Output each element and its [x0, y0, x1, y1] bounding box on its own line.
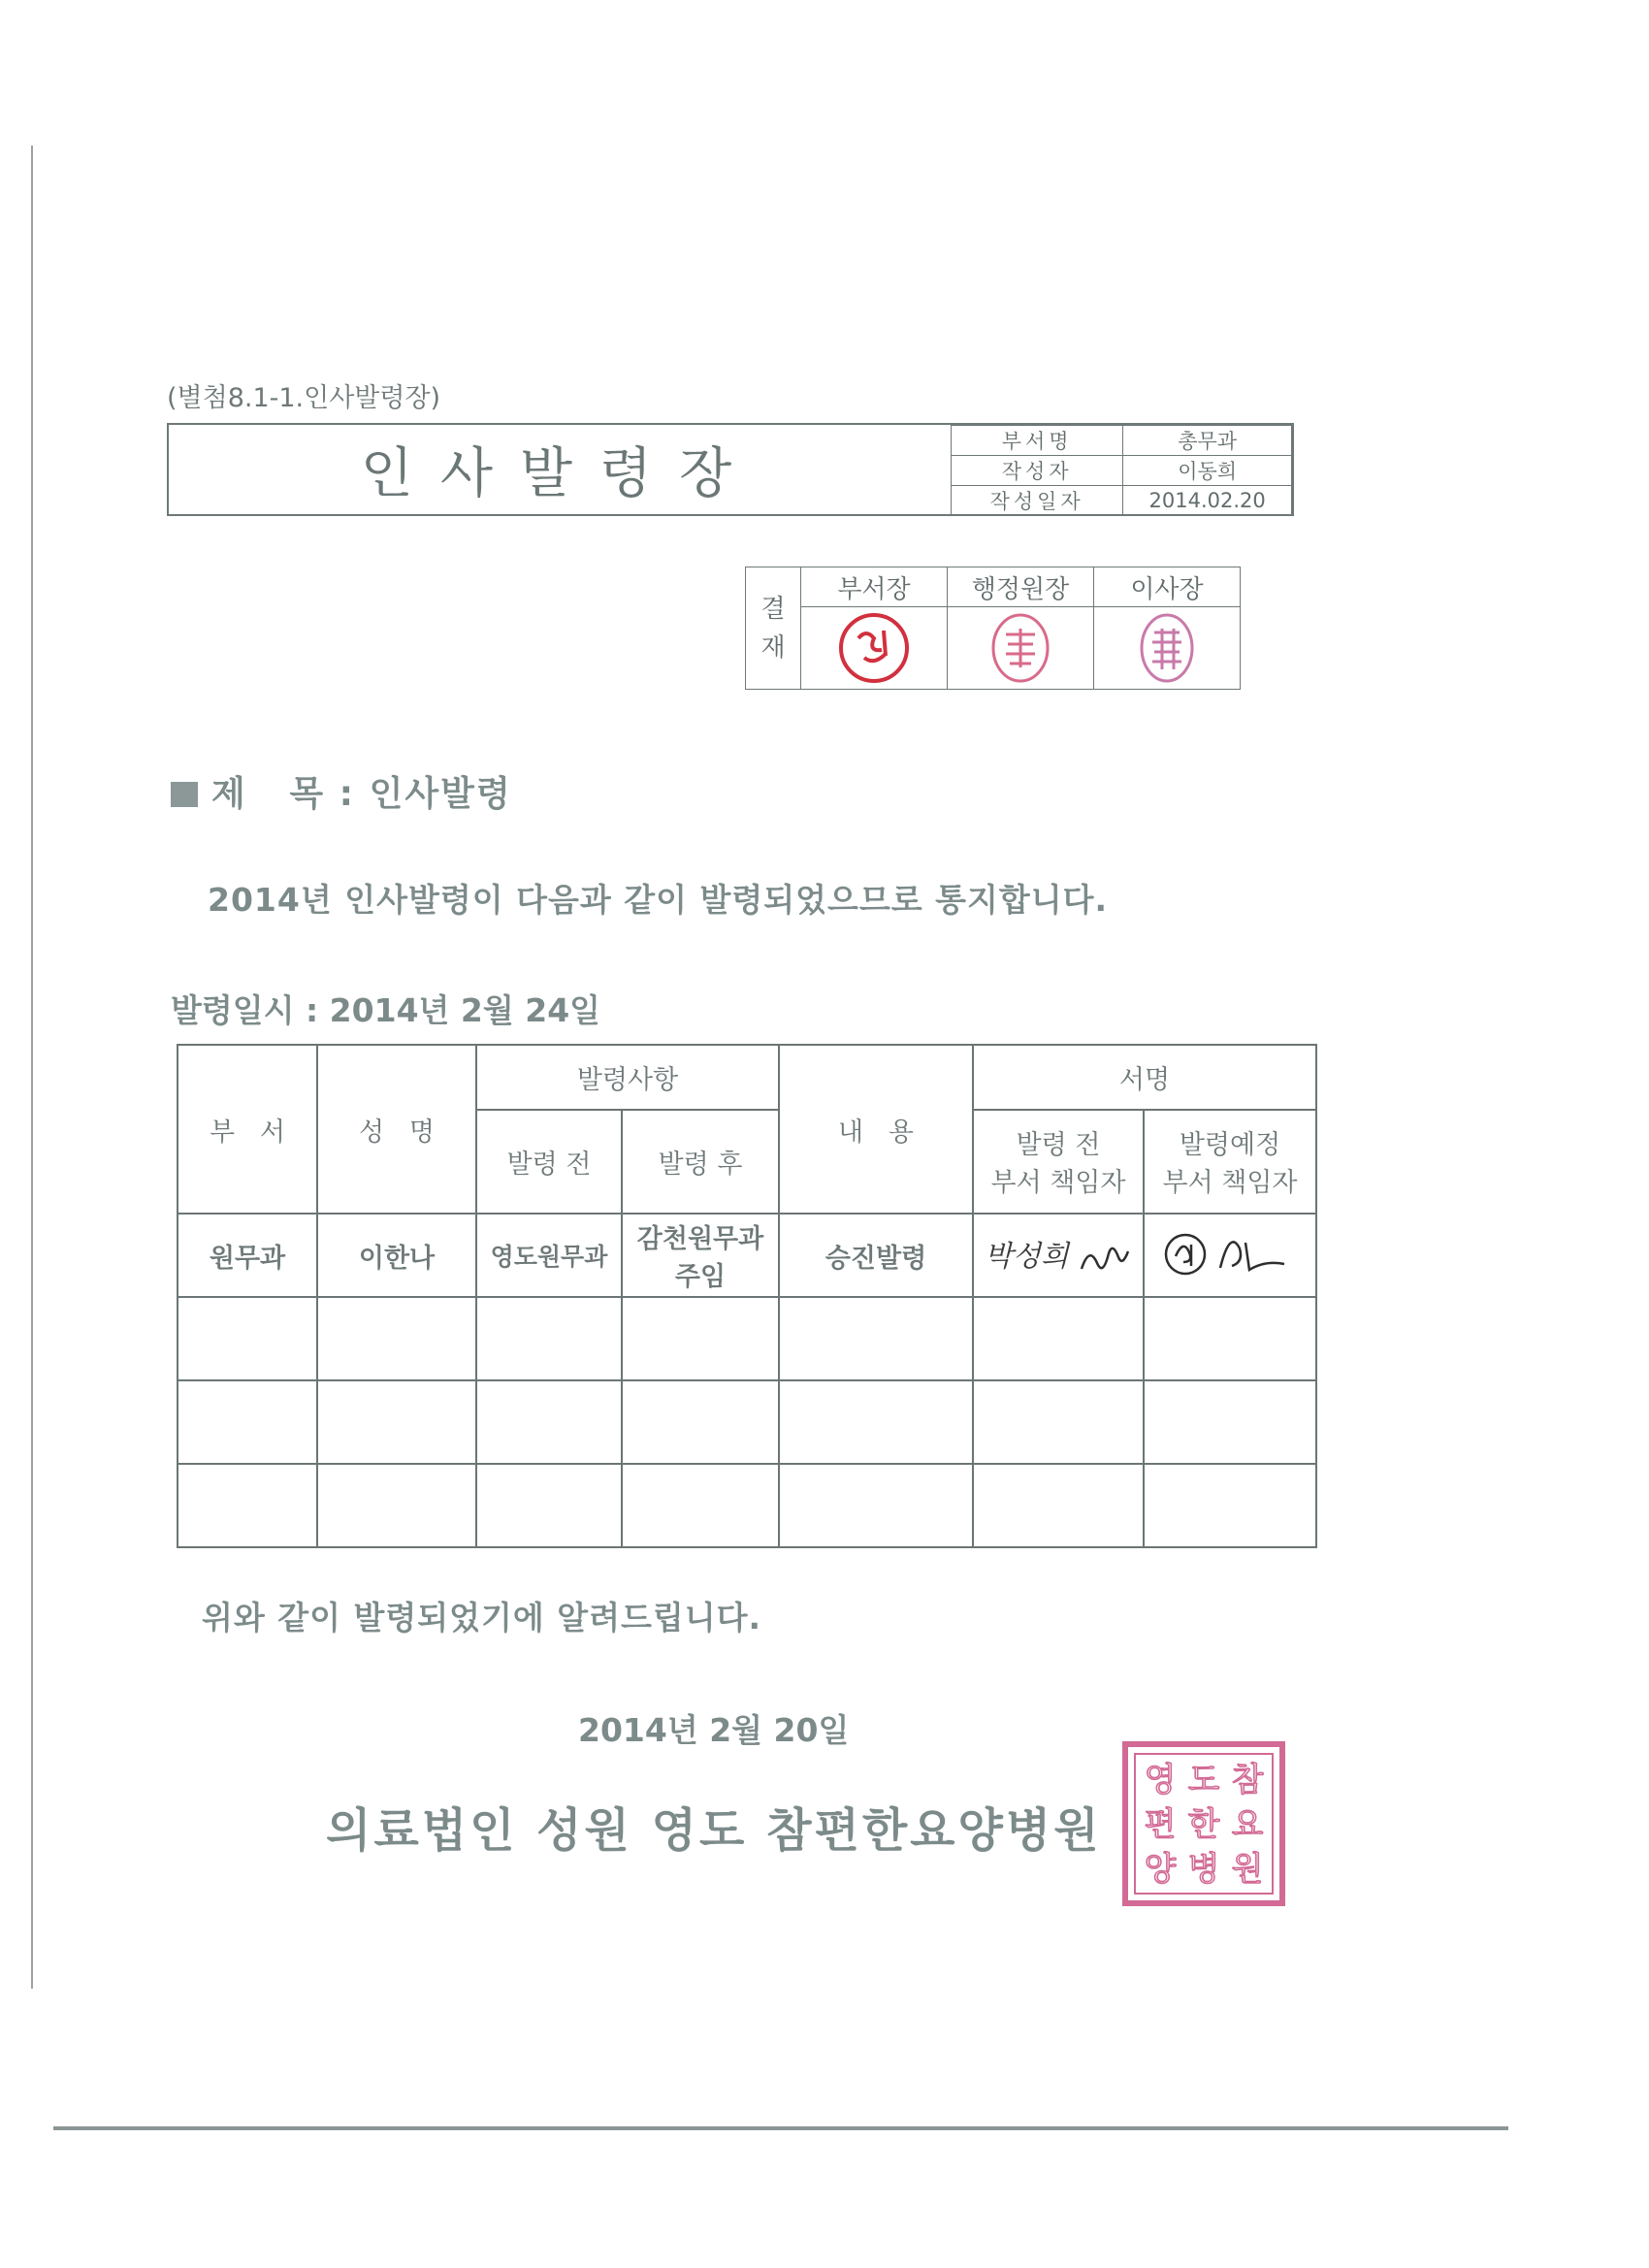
bottom-border-line	[53, 2126, 1508, 2130]
handwritten-signature-icon	[1152, 1223, 1308, 1281]
svg-text:요: 요	[1231, 1805, 1264, 1844]
cell-after	[622, 1214, 779, 1297]
subject-line	[171, 766, 512, 816]
svg-text:한: 한	[1187, 1805, 1220, 1844]
header-order-group: 발령사항	[476, 1045, 779, 1110]
header-meta-table	[951, 425, 1292, 516]
personnel-order-table	[177, 1044, 1317, 1548]
issue-date: 발령일시 : 2014년 2월 24일	[171, 991, 601, 1029]
approval-side-char: 결	[760, 594, 786, 624]
approval-stamp-cell	[948, 607, 1094, 690]
notice-text: 2014년 인사발령이 다음과 같이 발령되었으므로 통지합니다.	[208, 881, 1109, 919]
approval-stamp-cell	[801, 607, 948, 690]
signature-name: 박성희	[984, 1240, 1069, 1275]
subject-text: 제 목 : 인사발령	[211, 774, 512, 814]
cell-after-line1: 감천원무과	[636, 1224, 764, 1254]
svg-text:참: 참	[1231, 1761, 1264, 1799]
approval-stamp-cell	[1094, 607, 1241, 690]
document-header	[167, 423, 1294, 516]
header-sign-group: 서명	[973, 1045, 1316, 1110]
official-seal	[1121, 1740, 1286, 1907]
table-row	[178, 1380, 1316, 1464]
header-sign-after	[1144, 1110, 1316, 1214]
square-bullet-icon	[171, 782, 198, 807]
header-name: 성 명	[317, 1045, 476, 1214]
left-border-line	[31, 146, 33, 1989]
svg-text:원: 원	[1231, 1850, 1264, 1889]
header-sign-before-line2: 부서 책임자	[990, 1168, 1126, 1199]
approval-side-char: 재	[760, 632, 786, 663]
meta-label: 작성자	[952, 456, 1123, 486]
cell-sign-before	[973, 1214, 1144, 1297]
header-sign-after-line2: 부서 책임자	[1162, 1168, 1298, 1199]
handwritten-signature-icon	[1078, 1240, 1132, 1279]
table-row	[178, 1214, 1316, 1297]
cell-after-line2: 주임	[674, 1262, 727, 1292]
stamp-admin-director	[986, 609, 1054, 687]
document-date: 2014년 2월 20일	[578, 1711, 850, 1749]
approval-side-label	[746, 567, 801, 690]
svg-text:병: 병	[1187, 1850, 1220, 1889]
header-after: 발령 후	[622, 1110, 779, 1214]
svg-text:영: 영	[1144, 1761, 1177, 1799]
approval-header: 이사장	[1094, 567, 1241, 607]
svg-text:편: 편	[1144, 1805, 1177, 1844]
header-department: 부 서	[178, 1045, 317, 1214]
document-title: 인사발령장	[360, 442, 760, 505]
approval-box	[745, 567, 1241, 690]
stamp-chairman	[1135, 609, 1199, 687]
approval-header: 행정원장	[948, 567, 1094, 607]
cell-before: 영도원무과	[476, 1214, 622, 1297]
header-sign-before	[973, 1110, 1144, 1214]
attachment-label: (별첨8.1-1.인사발령장)	[167, 383, 441, 413]
meta-value: 총무과	[1123, 426, 1292, 456]
header-before: 발령 전	[476, 1110, 622, 1214]
organization-name: 의료법인 성원 영도 참편한요양병원	[326, 1803, 1102, 1858]
svg-text:양: 양	[1144, 1850, 1177, 1889]
header-content: 내 용	[779, 1045, 973, 1214]
svg-text:도: 도	[1187, 1761, 1220, 1799]
header-sign-before-line1: 발령 전	[1016, 1130, 1101, 1161]
header-sign-after-line1: 발령예정	[1179, 1130, 1281, 1161]
cell-department: 원무과	[178, 1214, 317, 1297]
meta-label: 부서명	[952, 426, 1123, 456]
meta-value: 이동희	[1123, 456, 1292, 486]
cell-sign-after	[1144, 1214, 1316, 1297]
table-row	[178, 1464, 1316, 1547]
approval-header: 부서장	[801, 567, 948, 607]
closing-text: 위와 같이 발령되었기에 알려드립니다.	[202, 1599, 762, 1636]
cell-content: 승진발령	[779, 1214, 973, 1297]
table-row	[178, 1297, 1316, 1380]
cell-name: 이한나	[317, 1214, 476, 1297]
stamp-department-head	[835, 609, 913, 687]
meta-label: 작성일자	[952, 486, 1123, 516]
meta-value: 2014.02.20	[1123, 486, 1292, 516]
